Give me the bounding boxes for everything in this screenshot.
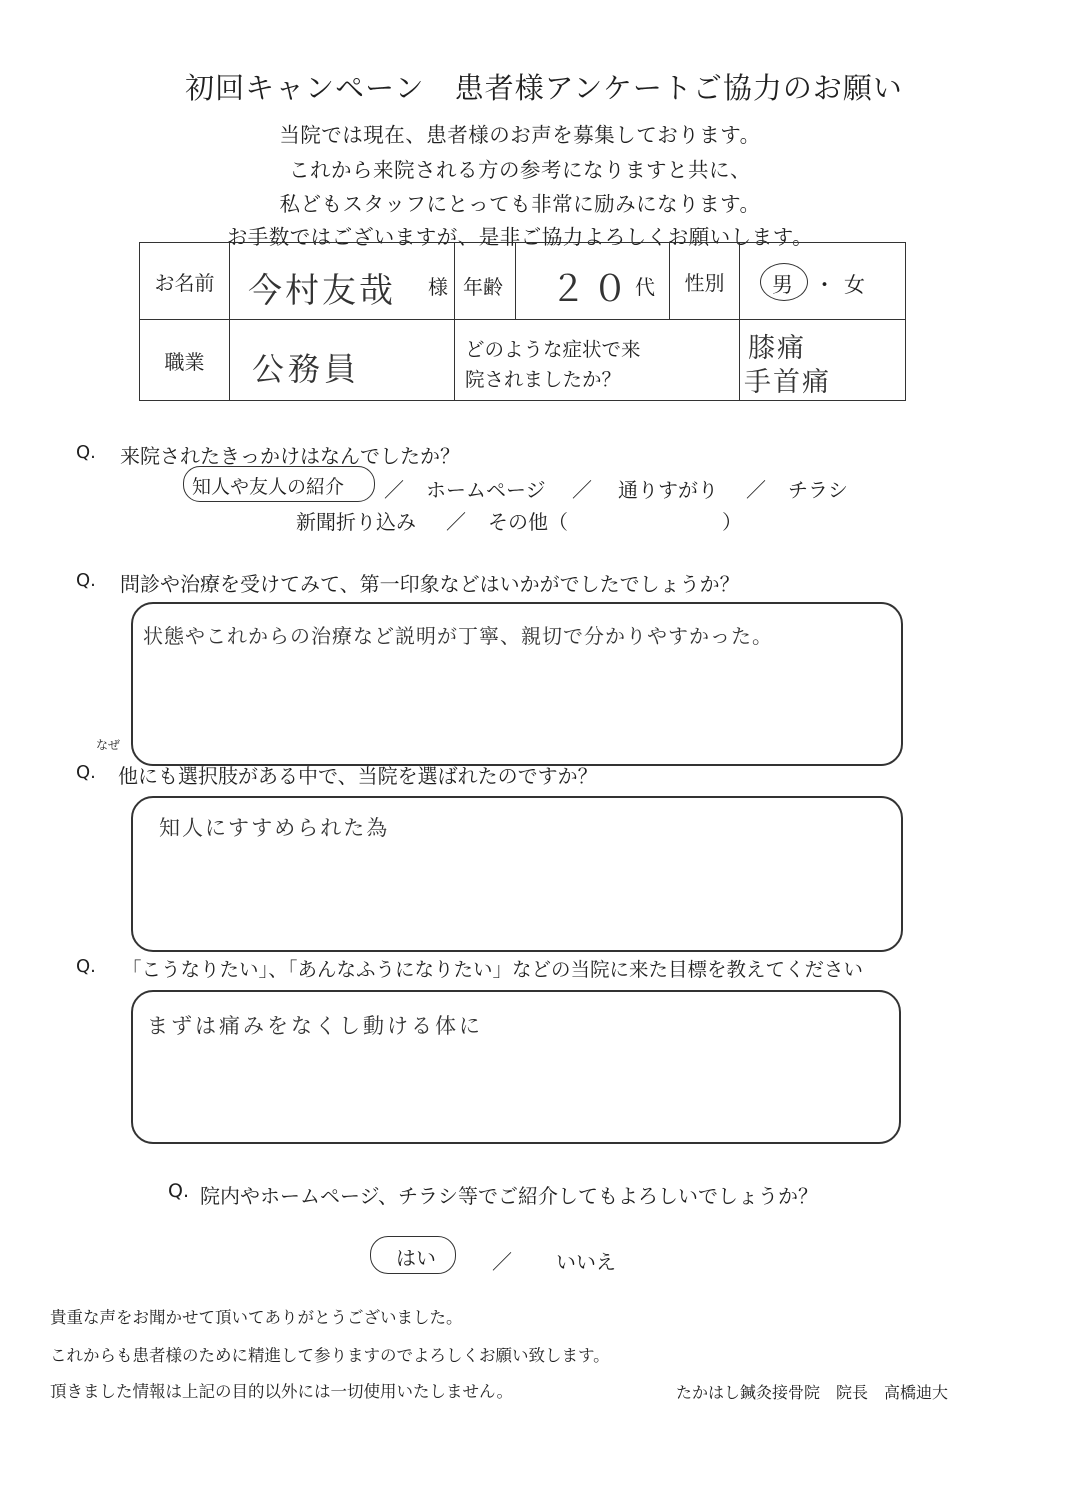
age-value: ２０ <box>550 269 635 310</box>
age-suffix: 代 <box>635 275 655 299</box>
q4-mark: Q. <box>76 956 96 977</box>
job-value: 公務員 <box>252 350 361 388</box>
q5-option-no[interactable]: いいえ <box>556 1250 616 1274</box>
symptom-value-1: 膝痛 <box>748 333 806 364</box>
survey-title: 初回キャンペーン 患者様アンケートご協力のお願い <box>185 71 903 105</box>
intro-line-3: 私どもスタッフにとっても非常に励みになります。 <box>279 192 761 216</box>
q4-text: 「こうなりたい」、「あんなふうになりたい」などの当院に来た目標を教えてください <box>122 958 864 981</box>
gender-cell[interactable] <box>740 243 906 320</box>
intro-line-4: お手数ではございますが、是非ご協力よろしくお願いします。 <box>226 225 814 249</box>
symptom-label-line-1: どのような症状で来 <box>465 338 641 361</box>
footer-line-1: 貴重な声をお聞かせて頂いてありがとうございました。 <box>50 1308 463 1327</box>
patient-info-table <box>139 242 906 401</box>
q1-option-homepage[interactable]: ホームページ <box>426 478 546 502</box>
job-label: 職業 <box>140 320 230 401</box>
age-label: 年齢 <box>463 275 503 299</box>
intro-line-1: 当院では現在、患者様のお声を募集しております。 <box>279 123 761 147</box>
q1-mark: Q. <box>76 442 96 463</box>
q5-mark: Q. <box>168 1180 189 1202</box>
q5-option-yes[interactable]: はい <box>396 1246 436 1270</box>
name-label: お名前 <box>140 243 230 320</box>
q1-separator-3: ／ <box>746 478 766 502</box>
q5-text: 院内やホームページ、チラシ等でご紹介してもよろしいでしょうか？ <box>200 1184 818 1208</box>
gender-male: 男 <box>772 273 793 297</box>
age-divider <box>515 243 516 320</box>
footer-line-2: これからも患者様のために精進して参りますのでよろしくお願い致します。 <box>50 1346 610 1365</box>
q1-option-newspaper[interactable]: 新聞折り込み <box>296 510 416 534</box>
q1-option-flyer[interactable]: チラシ <box>788 478 848 502</box>
name-cell[interactable] <box>230 243 455 320</box>
q1-separator-2: ／ <box>572 478 592 502</box>
q1-option-passing-by[interactable]: 通りすがり <box>618 478 718 502</box>
q1-option-other[interactable]: その他（ <box>488 510 568 534</box>
q5-separator: ／ <box>492 1250 512 1274</box>
q2-mark: Q. <box>76 570 96 591</box>
q1-option-referral[interactable]: 知人や友人の紹介 <box>192 476 345 498</box>
symptom-label-line-2: 院されましたか？ <box>465 368 622 391</box>
job-cell[interactable] <box>230 320 455 401</box>
gender-separator: ・ <box>814 273 835 297</box>
q3-answer: 知人にすすめられた為 <box>159 816 390 840</box>
symptom-cell[interactable] <box>740 320 906 401</box>
q1-separator-4: ／ <box>446 510 466 534</box>
age-cell[interactable] <box>455 243 670 320</box>
symptom-label-cell <box>455 320 740 401</box>
name-value: 今村友哉 <box>248 271 396 311</box>
clinic-signature: たかはし鍼灸接骨院 院長 高橋迪大 <box>676 1383 949 1402</box>
q4-answer: まずは痛みをなくし動ける体に <box>147 1014 483 1038</box>
q2-text: 問診や治療を受けてみて、第一印象などはいかがでしたでしょうか？ <box>120 572 740 596</box>
gender-label: 性別 <box>670 243 740 320</box>
q3-text: 他にも選択肢がある中で、当院を選ばれたのですか？ <box>118 764 598 788</box>
gender-female: 女 <box>844 273 865 297</box>
q3-answer-box[interactable] <box>131 796 903 952</box>
q3-ruby: なぜ <box>96 738 121 752</box>
footer-line-3: 頂きました情報は上記の目的以外には一切使用いたしません。 <box>50 1382 513 1401</box>
q2-answer-box[interactable] <box>131 602 903 766</box>
q2-answer: 状態やこれからの治療など説明が丁寧、親切で分かりやすかった。 <box>143 624 773 648</box>
q3-mark: Q. <box>76 762 96 783</box>
q1-text: 来院されたきっかけはなんでしたか？ <box>120 444 460 468</box>
symptom-value-2: 手首痛 <box>744 367 831 398</box>
name-suffix: 様 <box>428 275 448 299</box>
q1-option-other-close: ） <box>722 510 742 534</box>
q4-answer-box[interactable] <box>131 990 901 1144</box>
q1-separator-1: ／ <box>384 478 404 502</box>
intro-line-2: これから来院される方の参考になりますと共に、 <box>289 158 751 182</box>
